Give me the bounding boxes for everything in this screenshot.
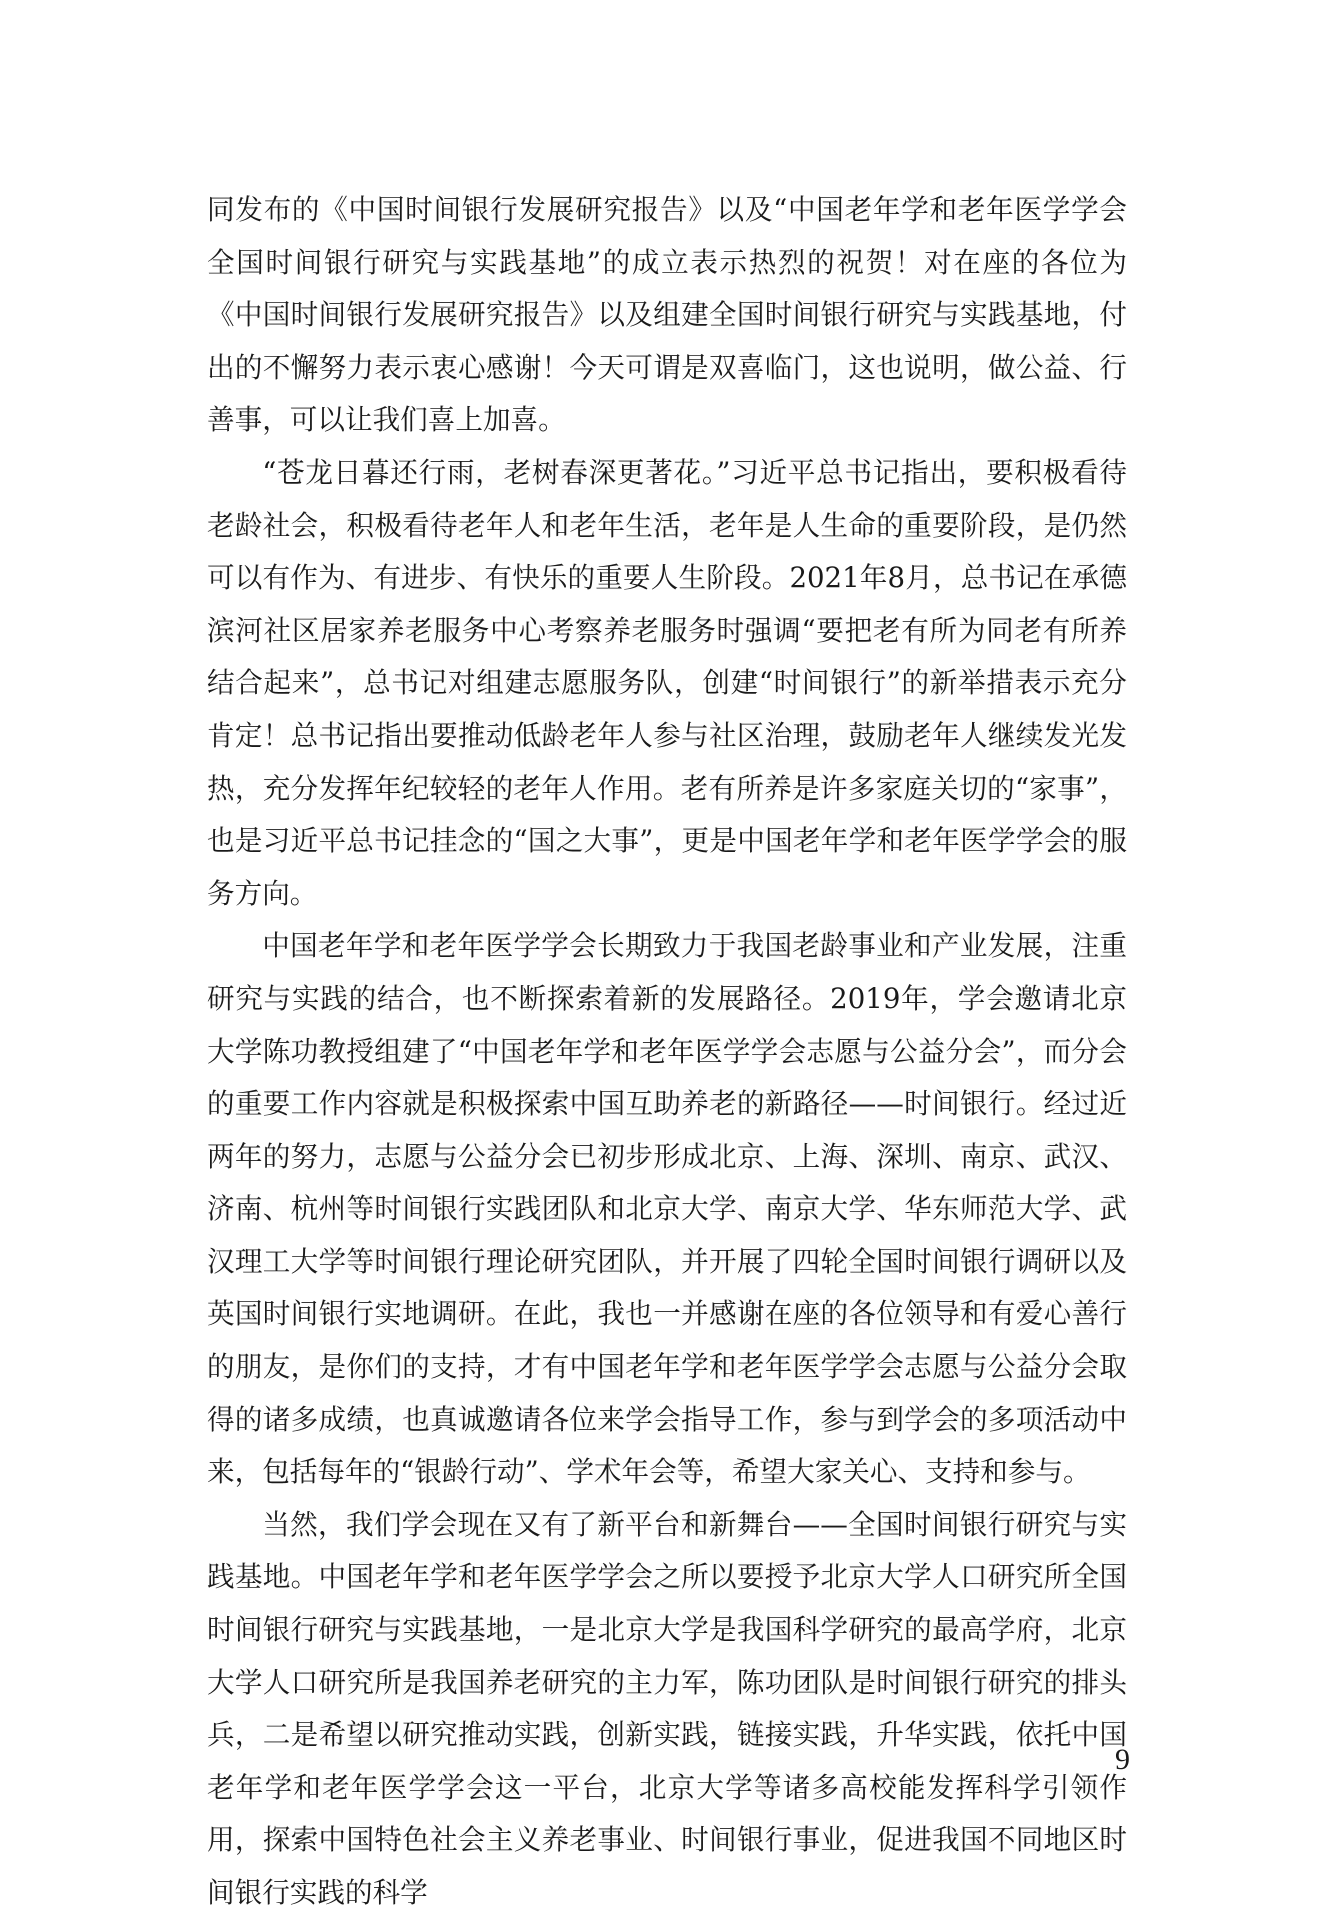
- page-number: 9: [1115, 1743, 1130, 1776]
- paragraph-new-platform: 当然，我们学会现在又有了新平台和新舞台——全国时间银行研究与实践基地。中国老年学和老年医学学会之所以要授予北京大学人口研究所全国时间银行研究与实践基地，一是北京大学是我国科学研究的最高学府，北京大学人口研究所是我国养老研究的主力军，陈功团队是时间银行研究的排头兵，二是希望以研究推动实践，创新实践，链接实践，升华实践，依托中国老年学和老年医学学会这一平台，北京大学等诸多高校能发挥科学引领作用，探索中国特色社会主义养老事业、时间银行事业，促进我国不同地区时间银行实践的科学: [207, 1507, 1127, 1909]
- paragraph-quote-xi: “苍龙日暮还行雨，老树春深更著花。”习近平总书记指出，要积极看待老龄社会，积极看待老年人和老年生活，老年是人生命的重要阶段，是仍然可以有作为、有进步、有快乐的重要人生阶段。2021年8月，总书记在承德滨河社区居家养老服务中心考察养老服务时强调“要把老有所为同老有所养结合起来”，总书记对组建志愿服务队，创建“时间银行”的新举措表示充分肯定！总书记指出要推动低龄老年人参与社区治理，鼓励老年人继续发光发热，充分发挥年纪较轻的老年人作用。老有所养是许多家庭关切的“家事”，也是习近平总书记挂念的“国之大事”，更是中国老年学和老年医学学会的服务方向。: [207, 455, 1127, 910]
- paragraph-continued: 同发布的《中国时间银行发展研究报告》以及“中国老年学和老年医学学会全国时间银行研究与实践基地”的成立表示热烈的祝贺！对在座的各位为《中国时间银行发展研究报告》以及组建全国时间银行研究与实践基地，付出的不懈努力表示衷心感谢！今天可谓是双喜临门，这也说明，做公益、行善事，可以让我们喜上加喜。: [207, 193, 1127, 437]
- body-text: [207, 184, 1127, 1920]
- paragraph-society-work: 中国老年学和老年医学学会长期致力于我国老龄事业和产业发展，注重研究与实践的结合，也不断探索着新的发展路径。2019年，学会邀请北京大学陈功教授组建了“中国老年学和老年医学学会志愿与公益分会”，而分会的重要工作内容就是积极探索中国互助养老的新路径——时间银行。经过近两年的努力，志愿与公益分会已初步形成北京、上海、深圳、南京、武汉、济南、杭州等时间银行实践团队和北京大学、南京大学、华东师范大学、武汉理工大学等时间银行理论研究团队，并开展了四轮全国时间银行调研以及英国时间银行实地调研。在此，我也一并感谢在座的各位领导和有爱心善行的朋友，是你们的支持，才有中国老年学和老年医学学会志愿与公益分会取得的诸多成绩，也真诚邀请各位来学会指导工作，参与到学会的多项活动中来，包括每年的“银龄行动”、学术年会等，希望大家关心、支持和参与。: [207, 929, 1127, 1489]
